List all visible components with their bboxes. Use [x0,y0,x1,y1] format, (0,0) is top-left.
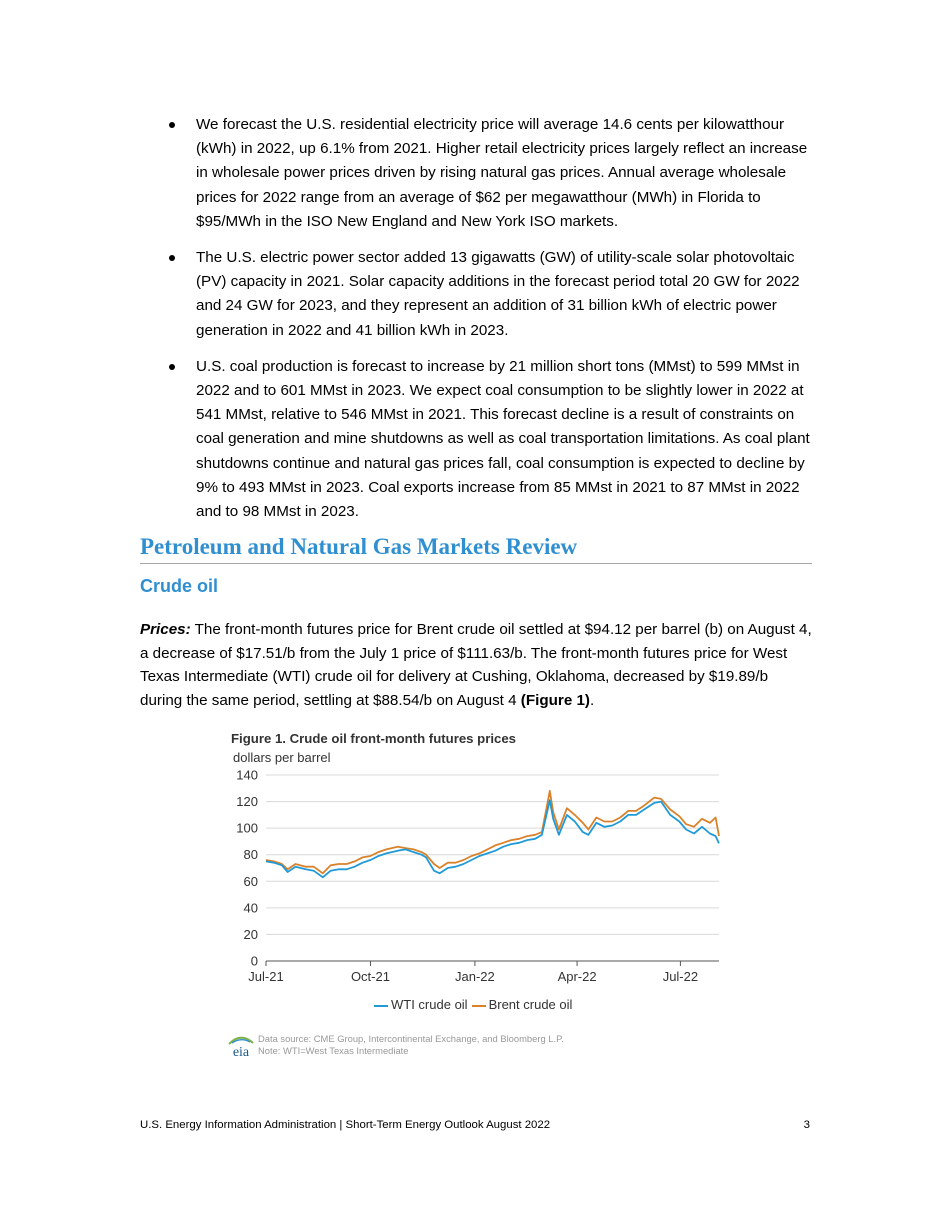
figure-1 [224,728,724,1064]
x-tick-label-Jan-22: Jan-22 [455,969,495,984]
legend-label-wti: WTI crude oil [391,997,468,1012]
y-tick-label-0: 0 [250,953,258,969]
line-chart [224,728,724,993]
bullet-text: We forecast the U.S. residential electricity price will average 14.6 cents per kilowatthour (kWh) in 2022, up 6.1% from 2021. Higher retail electricity prices largely reflect an increase in wholesale power prices driven by rising natural gas prices. Annual average wholesale prices for 2022 range from an average of $62 per megawatthour (MWh) in Florida to $95/MWh in the ISO New England and New York ISO markets. [196,116,808,230]
figure-notes [258,1033,564,1057]
paragraph-end: . [590,691,595,709]
x-tick-label-Oct-21: Oct-21 [350,969,390,984]
y-tick-label-140: 140 [236,767,258,783]
y-tick-label-120: 120 [236,794,258,810]
legend-label-brent: Brent crude oil [488,997,573,1012]
figure-reference: (Figure 1) [520,691,590,709]
section-heading [140,532,812,564]
bullet-text: The U.S. electric power sector added 13 gigawatts (GW) of utility-scale solar photovoltaic (PV) capacity in 2021. Solar capacity additions in the forecast period total 20 GW for 2022 and 24 GW for 2023, and they represent an addition of 31 billion kWh of electric power generation in 2022 and 41 billion kWh in 2023. [196,249,800,339]
bullet-icon [169,364,175,370]
bullet-list [140,113,812,536]
section-title: Petroleum and Natural Gas Markets Review [140,534,578,559]
y-tick-label-60: 60 [243,873,258,889]
y-tick-label-80: 80 [243,847,258,863]
paragraph-body: The front-month futures price for Brent crude oil settled at $94.12 per barrel (b) on August 4, a decrease of $17.51/b from the July 1 price of $111.63/b. The front-month futures price for West Texas Intermediate (WTI) crude oil for delivery at Cushing, Oklahoma, decreased by $19.89/b during the same period, settling at $88.54/b on August 4 [140,621,812,709]
x-tick-label-Jul-21: Jul-21 [248,969,284,984]
bullet-text: U.S. coal production is forecast to increase by 21 million short tons (MMst) to 599 MMst in 2022 and to 601 MMst in 2023. We expect coal consumption to be slightly lower in 2022 at 541 MMst, relative to 546 MMst in 2021. This forecast decline is a result of constraints on coal generation and mine shutdowns as well as coal transportation limitations. As coal plant shutdowns continue and natural gas prices fall, coal consumption is expected to decline by 9% to 493 MMst in 2023. Coal exports increase from 85 MMst in 2021 to 87 MMst in 2022 and to 98 MMst in 2023. [196,357,810,521]
y-tick-label-100: 100 [236,820,258,836]
prices-paragraph [140,618,812,712]
bullet-item [140,113,812,234]
figure-title: Figure 1. Crude oil front-month futures prices [231,731,517,746]
bullet-item [140,355,812,524]
figure-note: Note: WTI=West Texas Intermediate [258,1045,409,1056]
paragraph-lead: Prices: [140,621,191,638]
bullet-icon [169,255,175,261]
legend-swatch-icon [472,1005,486,1007]
chart-legend [374,997,576,1012]
x-tick-label-Jul-22: Jul-22 [662,969,699,984]
legend-entry-wti [374,997,468,1012]
y-axis-units: dollars per barrel [233,750,331,765]
series-line-brent [266,791,719,873]
legend-entry-brent [472,997,573,1012]
y-tick-label-20: 20 [243,926,258,942]
eia-logo-text: eia [232,1045,250,1060]
figure-source: Data source: CME Group, Intercontinental Exchange, and Bloomberg L.P. [258,1033,564,1044]
bullet-icon [169,122,175,128]
footer-text: U.S. Energy Information Administration | Short-Term Energy Outlook August 2022 [140,1119,551,1131]
bullet-item [140,246,812,343]
eia-logo [226,1034,256,1060]
legend-swatch-icon [374,1005,388,1007]
y-tick-label-40: 40 [243,900,258,916]
series-line-wti [266,800,719,877]
x-tick-label-Apr-22: Apr-22 [557,969,597,984]
page-number: 3 [803,1119,810,1131]
subsection-title: Crude oil [140,576,219,596]
